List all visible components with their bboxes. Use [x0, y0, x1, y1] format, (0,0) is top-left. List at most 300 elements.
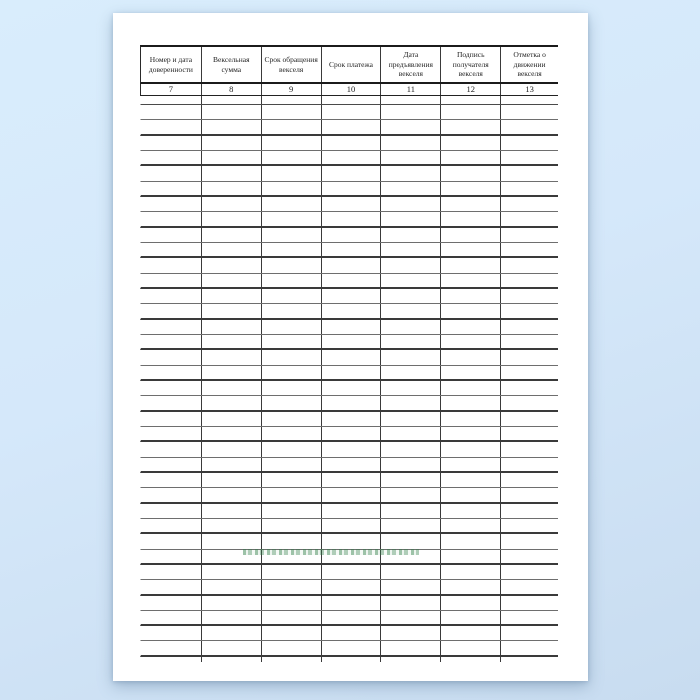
- empty-cell: [141, 412, 201, 426]
- empty-cell: [321, 488, 381, 501]
- empty-cell: [380, 258, 440, 272]
- empty-cell: [141, 243, 201, 256]
- table-row: [140, 580, 558, 595]
- empty-cell: [321, 641, 381, 654]
- empty-cell: [321, 289, 381, 303]
- empty-cell: [440, 136, 500, 150]
- empty-cell: [141, 565, 201, 579]
- empty-cell: [261, 596, 321, 610]
- empty-cell: [201, 120, 261, 133]
- empty-cell: [321, 550, 381, 563]
- empty-cell: [261, 151, 321, 164]
- table-row: [140, 534, 558, 549]
- table-row: [140, 212, 558, 227]
- column-header-label: Подпись получателя векселя: [452, 49, 489, 79]
- empty-cell: [141, 626, 201, 640]
- table-header-row: [140, 45, 558, 84]
- column-header-label: Дата предъявления векселя: [388, 49, 433, 79]
- empty-cell: [440, 504, 500, 518]
- empty-cell: [380, 611, 440, 624]
- empty-cell: [380, 442, 440, 456]
- column-number-11: [380, 84, 440, 95]
- empty-cell: [141, 120, 201, 133]
- table-row: [140, 304, 558, 319]
- column-number-label: 8: [229, 84, 234, 95]
- empty-cell: [440, 412, 500, 426]
- empty-cell: [440, 381, 500, 395]
- empty-cell: [440, 212, 500, 225]
- empty-cell: [440, 151, 500, 164]
- register-table: [140, 45, 558, 662]
- column-number-12: [440, 84, 500, 95]
- empty-cell: [440, 596, 500, 610]
- empty-cell: [380, 243, 440, 256]
- column-header-label: Срок платежа: [328, 59, 374, 69]
- empty-cell: [201, 197, 261, 211]
- empty-cell: [500, 105, 558, 119]
- empty-cell: [440, 274, 500, 287]
- empty-cell: [201, 258, 261, 272]
- empty-cell: [500, 519, 558, 532]
- empty-cell: [201, 350, 261, 364]
- empty-cell: [500, 596, 558, 610]
- empty-cell: [440, 534, 500, 548]
- empty-cell: [500, 258, 558, 272]
- empty-cell: [201, 212, 261, 225]
- column-number-label: 13: [525, 84, 534, 95]
- empty-cell: [440, 320, 500, 334]
- empty-cell: [201, 304, 261, 317]
- empty-cell: [500, 550, 558, 563]
- empty-cell: [141, 366, 201, 379]
- empty-cell: [380, 458, 440, 471]
- empty-cell: [261, 258, 321, 272]
- empty-cell: [261, 504, 321, 518]
- empty-cell: [321, 611, 381, 624]
- empty-cell: [380, 228, 440, 242]
- empty-cell: [380, 166, 440, 180]
- empty-cell: [380, 136, 440, 150]
- empty-cell: [440, 350, 500, 364]
- spacer-cell: [141, 96, 201, 104]
- table-row: [140, 488, 558, 503]
- empty-cell: [380, 550, 440, 563]
- empty-cell: [380, 289, 440, 303]
- empty-cell: [380, 504, 440, 518]
- empty-cell: [201, 427, 261, 440]
- empty-cell: [500, 197, 558, 211]
- empty-cell: [440, 626, 500, 640]
- empty-cell: [201, 565, 261, 579]
- empty-cell: [440, 488, 500, 501]
- empty-cell: [500, 212, 558, 225]
- empty-cell: [201, 105, 261, 119]
- table-row: [140, 182, 558, 197]
- empty-cell: [440, 611, 500, 624]
- empty-cell: [141, 473, 201, 487]
- empty-cell: [500, 228, 558, 242]
- empty-cell: [261, 105, 321, 119]
- empty-cell: [321, 151, 381, 164]
- empty-cell: [201, 504, 261, 518]
- empty-cell: [201, 488, 261, 501]
- empty-cell: [380, 105, 440, 119]
- empty-cell: [380, 519, 440, 532]
- table-row: [140, 611, 558, 626]
- empty-cell: [321, 212, 381, 225]
- empty-cell: [261, 228, 321, 242]
- empty-cell: [141, 550, 201, 563]
- empty-cell: [201, 136, 261, 150]
- empty-cell: [500, 626, 558, 640]
- empty-cell: [261, 274, 321, 287]
- column-header-label: Отметка о движении векселя: [513, 49, 546, 79]
- empty-cell: [440, 519, 500, 532]
- table-row: [140, 427, 558, 442]
- empty-cell: [261, 350, 321, 364]
- column-number-13: [500, 84, 558, 95]
- empty-cell: [141, 504, 201, 518]
- empty-cell: [321, 274, 381, 287]
- column-header-label: Номер и дата доверенности: [148, 54, 193, 74]
- empty-cell: [141, 228, 201, 242]
- empty-cell: [261, 381, 321, 395]
- table-row: [140, 274, 558, 289]
- empty-cell: [321, 504, 381, 518]
- empty-cell: [500, 274, 558, 287]
- empty-cell: [201, 274, 261, 287]
- empty-cell: [141, 274, 201, 287]
- empty-cell: [440, 427, 500, 440]
- empty-cell: [380, 151, 440, 164]
- table-row: [140, 442, 558, 457]
- column-header-9: [261, 47, 321, 82]
- empty-cell: [500, 442, 558, 456]
- empty-cell: [321, 596, 381, 610]
- empty-cell: [141, 136, 201, 150]
- empty-cell: [440, 258, 500, 272]
- empty-cell: [261, 519, 321, 532]
- spacer-cell: [500, 96, 558, 104]
- table-row: [140, 550, 558, 565]
- empty-cell: [261, 289, 321, 303]
- empty-cell: [141, 197, 201, 211]
- empty-cell: [261, 626, 321, 640]
- empty-cell: [261, 136, 321, 150]
- empty-cell: [201, 641, 261, 654]
- table-row: [140, 381, 558, 396]
- empty-cell: [141, 258, 201, 272]
- empty-cell: [500, 366, 558, 379]
- empty-cell: [500, 396, 558, 409]
- empty-cell: [380, 381, 440, 395]
- empty-cell: [380, 412, 440, 426]
- empty-cell: [321, 243, 381, 256]
- empty-cell: [500, 182, 558, 195]
- table-row: [140, 366, 558, 381]
- table-row: [140, 596, 558, 611]
- empty-cell: [141, 335, 201, 348]
- empty-cell: [141, 442, 201, 456]
- empty-cell: [261, 550, 321, 563]
- empty-cell: [321, 105, 381, 119]
- empty-cell: [500, 120, 558, 133]
- empty-cell: [321, 534, 381, 548]
- table-row: [140, 504, 558, 519]
- empty-cell: [141, 320, 201, 334]
- table-body: [140, 105, 558, 657]
- empty-cell: [201, 289, 261, 303]
- empty-cell: [440, 304, 500, 317]
- spacer-cell: [380, 96, 440, 104]
- empty-cell: [261, 320, 321, 334]
- empty-cell: [141, 350, 201, 364]
- rule-extension-cell: [201, 657, 261, 662]
- empty-cell: [201, 335, 261, 348]
- empty-cell: [321, 381, 381, 395]
- column-header-12: [440, 47, 500, 82]
- empty-cell: [380, 641, 440, 654]
- empty-cell: [500, 335, 558, 348]
- table-row: [140, 136, 558, 151]
- empty-cell: [500, 641, 558, 654]
- empty-cell: [201, 519, 261, 532]
- empty-cell: [440, 442, 500, 456]
- rule-extension-cell: [380, 657, 440, 662]
- empty-cell: [380, 197, 440, 211]
- empty-cell: [141, 519, 201, 532]
- empty-cell: [500, 488, 558, 501]
- empty-cell: [500, 473, 558, 487]
- empty-cell: [141, 182, 201, 195]
- empty-cell: [201, 580, 261, 593]
- empty-cell: [261, 120, 321, 133]
- column-number-7: [141, 84, 201, 95]
- empty-cell: [261, 182, 321, 195]
- empty-cell: [201, 182, 261, 195]
- empty-cell: [261, 458, 321, 471]
- double-rule-gap-row: [140, 96, 558, 105]
- column-numbers-row: [140, 84, 558, 96]
- table-row: [140, 335, 558, 350]
- empty-cell: [440, 641, 500, 654]
- empty-cell: [500, 412, 558, 426]
- empty-cell: [201, 381, 261, 395]
- empty-cell: [440, 243, 500, 256]
- empty-cell: [500, 381, 558, 395]
- empty-cell: [380, 335, 440, 348]
- empty-cell: [321, 412, 381, 426]
- empty-cell: [261, 304, 321, 317]
- empty-cell: [500, 320, 558, 334]
- empty-cell: [201, 151, 261, 164]
- empty-cell: [500, 304, 558, 317]
- column-header-7: [141, 47, 201, 82]
- empty-cell: [500, 611, 558, 624]
- table-row: [140, 289, 558, 304]
- empty-cell: [261, 366, 321, 379]
- empty-cell: [500, 580, 558, 593]
- empty-cell: [261, 396, 321, 409]
- empty-cell: [380, 212, 440, 225]
- table-row: [140, 258, 558, 273]
- table-row: [140, 396, 558, 411]
- column-header-10: [321, 47, 381, 82]
- empty-cell: [201, 243, 261, 256]
- empty-cell: [321, 136, 381, 150]
- empty-cell: [440, 580, 500, 593]
- column-number-label: 11: [406, 84, 415, 95]
- empty-cell: [380, 274, 440, 287]
- empty-cell: [321, 626, 381, 640]
- empty-cell: [380, 488, 440, 501]
- empty-cell: [261, 427, 321, 440]
- empty-cell: [380, 565, 440, 579]
- empty-cell: [321, 473, 381, 487]
- empty-cell: [141, 381, 201, 395]
- empty-cell: [321, 396, 381, 409]
- column-header-13: [500, 47, 558, 82]
- empty-cell: [141, 289, 201, 303]
- empty-cell: [380, 182, 440, 195]
- empty-cell: [261, 335, 321, 348]
- table-row: [140, 458, 558, 473]
- spacer-cell: [201, 96, 261, 104]
- empty-cell: [500, 151, 558, 164]
- empty-cell: [380, 366, 440, 379]
- column-number-label: 9: [289, 84, 294, 95]
- empty-cell: [321, 519, 381, 532]
- empty-cell: [321, 442, 381, 456]
- empty-cell: [201, 550, 261, 563]
- empty-cell: [500, 289, 558, 303]
- empty-cell: [201, 396, 261, 409]
- empty-cell: [261, 641, 321, 654]
- empty-cell: [380, 534, 440, 548]
- table-row: [140, 243, 558, 258]
- rule-extension-cell: [440, 657, 500, 662]
- empty-cell: [201, 228, 261, 242]
- empty-cell: [201, 596, 261, 610]
- spacer-cell: [261, 96, 321, 104]
- empty-cell: [500, 136, 558, 150]
- empty-cell: [141, 580, 201, 593]
- empty-cell: [380, 596, 440, 610]
- empty-cell: [500, 243, 558, 256]
- empty-cell: [201, 534, 261, 548]
- empty-cell: [141, 105, 201, 119]
- table-row: [140, 626, 558, 641]
- empty-cell: [380, 580, 440, 593]
- empty-cell: [440, 366, 500, 379]
- empty-cell: [141, 596, 201, 610]
- empty-cell: [261, 473, 321, 487]
- empty-cell: [261, 212, 321, 225]
- empty-cell: [261, 488, 321, 501]
- empty-cell: [440, 105, 500, 119]
- empty-cell: [380, 120, 440, 133]
- empty-cell: [201, 458, 261, 471]
- empty-cell: [500, 166, 558, 180]
- column-header-11: [380, 47, 440, 82]
- empty-cell: [440, 565, 500, 579]
- empty-cell: [440, 473, 500, 487]
- empty-cell: [261, 565, 321, 579]
- table-row: [140, 412, 558, 427]
- rule-extension-row: [140, 657, 558, 662]
- empty-cell: [261, 442, 321, 456]
- table-row: [140, 197, 558, 212]
- empty-cell: [141, 488, 201, 501]
- empty-cell: [141, 641, 201, 654]
- document-page: [113, 13, 588, 681]
- empty-cell: [141, 458, 201, 471]
- empty-cell: [141, 427, 201, 440]
- spacer-cell: [321, 96, 381, 104]
- empty-cell: [321, 120, 381, 133]
- empty-cell: [321, 335, 381, 348]
- empty-cell: [141, 396, 201, 409]
- empty-cell: [201, 442, 261, 456]
- empty-cell: [440, 120, 500, 133]
- empty-cell: [261, 243, 321, 256]
- table-row: [140, 350, 558, 365]
- empty-cell: [201, 166, 261, 180]
- column-number-label: 10: [346, 84, 356, 95]
- empty-cell: [201, 473, 261, 487]
- empty-cell: [500, 565, 558, 579]
- empty-cell: [141, 534, 201, 548]
- table-row: [140, 105, 558, 120]
- empty-cell: [321, 458, 381, 471]
- empty-cell: [500, 458, 558, 471]
- empty-cell: [440, 197, 500, 211]
- empty-cell: [261, 197, 321, 211]
- rule-extension-cell: [261, 657, 321, 662]
- table-row: [140, 519, 558, 534]
- table-row: [140, 166, 558, 181]
- empty-cell: [321, 366, 381, 379]
- empty-cell: [261, 412, 321, 426]
- column-number-label: 7: [168, 84, 174, 95]
- table-row: [140, 320, 558, 335]
- empty-cell: [141, 151, 201, 164]
- table-row: [140, 228, 558, 243]
- empty-cell: [380, 626, 440, 640]
- empty-cell: [380, 304, 440, 317]
- empty-cell: [440, 289, 500, 303]
- empty-cell: [321, 182, 381, 195]
- empty-cell: [141, 611, 201, 624]
- table-row: [140, 641, 558, 656]
- empty-cell: [321, 166, 381, 180]
- rule-extension-cell: [141, 657, 201, 662]
- empty-cell: [261, 611, 321, 624]
- empty-cell: [380, 320, 440, 334]
- column-number-9: [261, 84, 321, 95]
- empty-cell: [201, 320, 261, 334]
- empty-cell: [380, 427, 440, 440]
- empty-cell: [141, 166, 201, 180]
- empty-cell: [201, 611, 261, 624]
- empty-cell: [321, 258, 381, 272]
- empty-cell: [440, 458, 500, 471]
- column-number-label: 12: [466, 84, 475, 95]
- empty-cell: [321, 228, 381, 242]
- spacer-cell: [440, 96, 500, 104]
- empty-cell: [500, 427, 558, 440]
- table-row: [140, 565, 558, 580]
